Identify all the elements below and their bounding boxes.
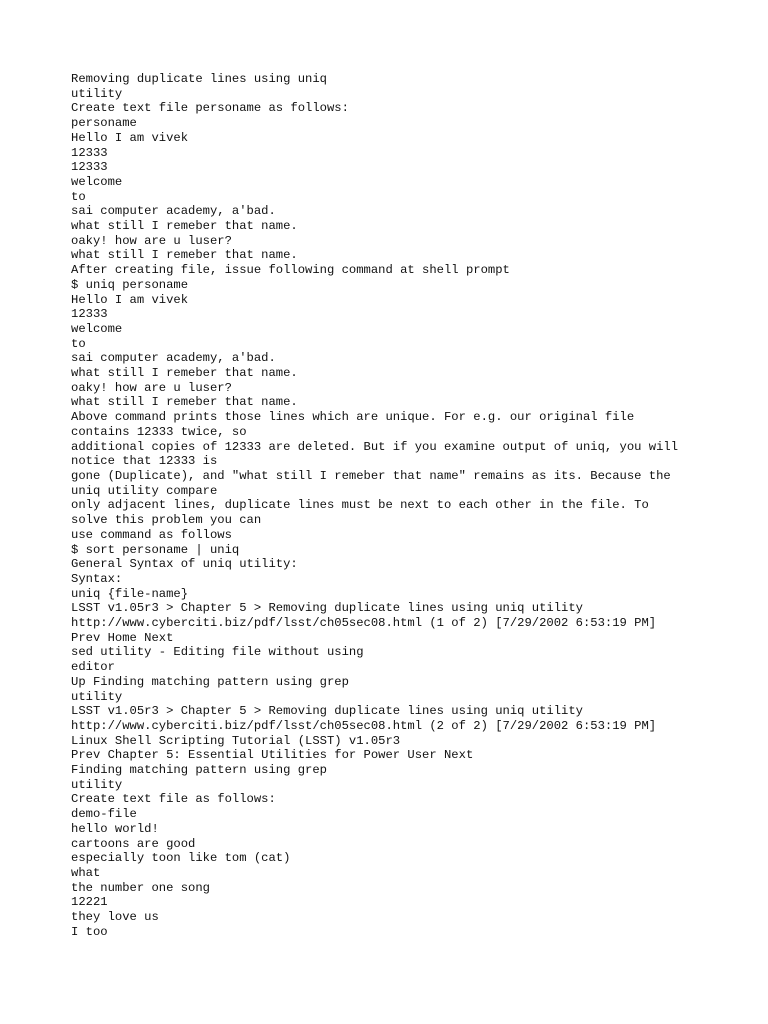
document-line: http://www.cyberciti.biz/pdf/lsst/ch05sec08.html (2 of 2) [7/29/2002 6:53:19 PM] bbox=[71, 718, 657, 733]
document-line: Above command prints those lines which are unique. For e.g. our original file bbox=[71, 410, 635, 425]
document-line: General Syntax of uniq utility: bbox=[71, 557, 298, 572]
document-line: gone (Duplicate), and "what still I remeber that name" remains as its. Because the bbox=[71, 468, 671, 483]
document-line: Hello I am vivek bbox=[71, 292, 189, 307]
document-line: contains 12333 twice, so bbox=[71, 424, 247, 439]
document-line: utility bbox=[71, 777, 123, 792]
document-line: additional copies of 12333 are deleted. But if you examine output of uniq, you will bbox=[71, 439, 679, 454]
document-line: LSST v1.05r3 > Chapter 5 > Removing duplicate lines using uniq utility bbox=[71, 601, 583, 616]
document-line: hello world! bbox=[71, 821, 159, 836]
document-line: Create text file personame as follows: bbox=[71, 101, 349, 116]
document-line: they love us bbox=[71, 910, 159, 925]
document-line: oaky! how are u luser? bbox=[71, 380, 232, 395]
document-line: Linux Shell Scripting Tutorial (LSST) v1.05r3 bbox=[71, 733, 401, 748]
document-line: Up Finding matching pattern using grep bbox=[71, 674, 349, 689]
document-line: editor bbox=[71, 660, 115, 675]
document-line: 12333 bbox=[71, 160, 108, 175]
document-line: sai computer academy, a'bad. bbox=[71, 204, 276, 219]
document-line: Hello I am vivek bbox=[71, 130, 189, 145]
document-line: Create text file as follows: bbox=[71, 792, 276, 807]
document-line: what bbox=[71, 865, 101, 880]
document-line: Syntax: bbox=[71, 571, 123, 586]
document-line: personame bbox=[71, 116, 137, 131]
document-line: cartoons are good bbox=[71, 836, 196, 851]
document-line: welcome bbox=[71, 174, 123, 189]
document-line: $ sort personame | uniq bbox=[71, 542, 240, 557]
document-line: Prev Chapter 5: Essential Utilities for Power User Next bbox=[71, 748, 474, 763]
document-line: the number one song bbox=[71, 880, 210, 895]
document-line: utility bbox=[71, 689, 123, 704]
document-line: welcome bbox=[71, 321, 123, 336]
document-line: what still I remeber that name. bbox=[71, 219, 298, 234]
document-line: notice that 12333 is bbox=[71, 454, 218, 469]
document-line: only adjacent lines, duplicate lines must be next to each other in the file. To bbox=[71, 498, 649, 513]
document-line: $ uniq personame bbox=[71, 277, 189, 292]
document-line: use command as follows bbox=[71, 527, 232, 542]
document-line: demo-file bbox=[71, 807, 137, 822]
document-line: what still I remeber that name. bbox=[71, 248, 298, 263]
document-line: what still I remeber that name. bbox=[71, 366, 298, 381]
document-line: http://www.cyberciti.biz/pdf/lsst/ch05sec08.html (1 of 2) [7/29/2002 6:53:19 PM] bbox=[71, 616, 657, 631]
document-line: 12333 bbox=[71, 145, 108, 160]
document-body bbox=[71, 72, 768, 939]
document-line: Finding matching pattern using grep bbox=[71, 763, 327, 778]
document-line: LSST v1.05r3 > Chapter 5 > Removing duplicate lines using uniq utility bbox=[71, 704, 583, 719]
document-line: Removing duplicate lines using uniq bbox=[71, 72, 327, 86]
document-line: to bbox=[71, 336, 86, 351]
document-line: sed utility - Editing file without using bbox=[71, 645, 364, 660]
document-line: Prev Home Next bbox=[71, 630, 174, 645]
document-line: 12221 bbox=[71, 895, 108, 910]
document-line: to bbox=[71, 189, 86, 204]
document-line: I too bbox=[71, 924, 108, 939]
document-line: utility bbox=[71, 86, 123, 101]
document-line: solve this problem you can bbox=[71, 513, 262, 528]
document-line: sai computer academy, a'bad. bbox=[71, 351, 276, 366]
document-line: what still I remeber that name. bbox=[71, 395, 298, 410]
document-line: oaky! how are u luser? bbox=[71, 233, 232, 248]
document-line: uniq utility compare bbox=[71, 483, 218, 498]
document-line: uniq {file-name} bbox=[71, 586, 189, 601]
document-line: especially toon like tom (cat) bbox=[71, 851, 291, 866]
document-line: After creating file, issue following command at shell prompt bbox=[71, 263, 510, 278]
document-line: 12333 bbox=[71, 307, 108, 322]
